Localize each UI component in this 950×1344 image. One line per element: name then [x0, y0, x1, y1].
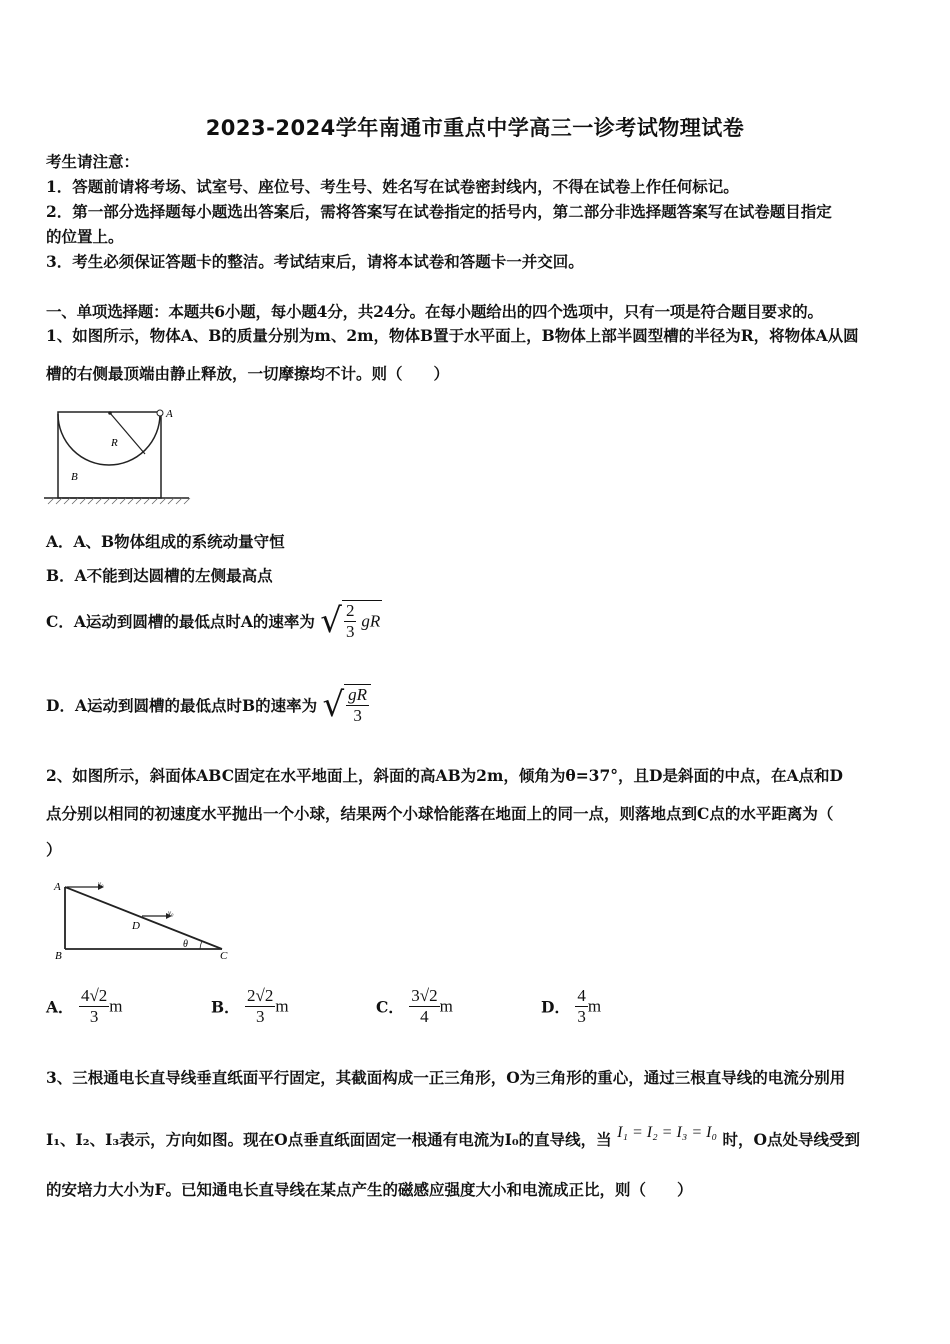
q2-option-a — [46, 986, 123, 1027]
section-heading: 一、单项选择题：本题共6小题，每小题4分，共24分。在每小题给出的四个选项中，只有一项是符合题目要求的。 — [46, 302, 823, 321]
option-label: C． — [376, 997, 404, 1017]
frac-denominator: 3 — [577, 1007, 586, 1026]
q1-option-c-text: C．A运动到圆槽的最低点时A的速率为 — [46, 612, 315, 631]
q3-stem-line3: 的安培力大小为F。已知通电长直导线在某点产生的磁感应强度大小和电流成正比，则（ ） — [46, 1180, 693, 1199]
frac-denominator: 3 — [89, 1007, 99, 1026]
unit: m — [587, 996, 602, 1016]
option-label: A． — [46, 997, 74, 1017]
notice-item-2-cont: 的位置上。 — [46, 227, 124, 246]
q2-option-d — [541, 986, 601, 1027]
sqrt-expression: √ $\frac{gR}{3}$ — [322, 684, 371, 726]
fig-label-v0: v₀ — [98, 880, 104, 888]
fig-label-a: A — [54, 881, 61, 893]
frac-denominator: 4 — [420, 1007, 429, 1026]
q3-stem-line2-start: I₁、I₂、I₃表示，方向如图。现在O点垂直纸面固定一根通有电流为I₀的直导线，当 — [46, 1130, 612, 1149]
q1-option-c — [46, 600, 382, 642]
q1-option-d — [46, 684, 371, 726]
sqrt-expression: √ $\frac{2}{3}$ gR — [320, 601, 381, 641]
gr-term: gR — [361, 611, 381, 631]
notice-item-1: 1．答题前请将考场、试室号、座位号、考生号、姓名写在试卷密封线内，不得在试卷上作任何标记。 — [46, 177, 739, 196]
fig-label-a: A — [166, 408, 173, 420]
angle-arc — [200, 941, 202, 949]
fig-label-v0: v₀ — [168, 909, 174, 917]
frac-numerator: 4 — [577, 986, 586, 1005]
page-title: 2023-2024学年南通市重点中学高三一诊考试物理试卷 — [205, 116, 745, 140]
unit: m — [275, 996, 289, 1016]
ground-hatch — [48, 498, 190, 504]
q2-figure — [52, 878, 237, 964]
ball-a — [157, 410, 163, 416]
unit: m — [109, 996, 123, 1016]
q3-stem-line2 — [46, 1124, 916, 1153]
equal-currents-equation: I₁ = I₂ = I₃ = I₀ — [617, 1124, 718, 1141]
unit: m — [439, 996, 453, 1016]
center-dot — [108, 411, 112, 415]
option-label: D． — [541, 997, 570, 1017]
q1-option-a: A．A、B物体组成的系统动量守恒 — [46, 532, 285, 551]
fig-label-b: B — [71, 471, 78, 483]
frac-numerator: 2√2 — [247, 986, 274, 1005]
semicircle-groove — [58, 414, 160, 465]
frac-denominator: 3 — [255, 1007, 265, 1026]
frac-numerator: 2 — [345, 601, 355, 620]
q2-option-c — [376, 986, 453, 1027]
fig-label-r: R — [111, 437, 118, 449]
q2-stem-line2: 点分别以相同的初速度水平抛出一个小球，结果两个小球恰能落在地面上的同一点，则落地点到C点的水平距离为（ — [46, 804, 834, 823]
trough-block — [58, 412, 161, 498]
frac-numerator: 3√2 — [411, 986, 438, 1005]
notice-item-2: 2．第一部分选择题每小题选出答案后，需将答案写在试卷指定的括号内，第二部分非选择题答案写在试卷题目指定 — [46, 202, 832, 221]
q1-option-d-text: D．A运动到圆槽的最低点时B的速率为 — [46, 696, 318, 715]
q1-stem-line2: 槽的右侧最顶端由静止释放，一切摩擦均不计。则（ ） — [46, 364, 450, 383]
q3-stem-line2-end: 时，O点处导线受到 — [722, 1130, 860, 1149]
q2-stem-line1: 2、如图所示，斜面体ABC固定在水平地面上，斜面的高AB为2m，倾角为θ=37°，且D是斜面的中点，在A点和D — [46, 766, 843, 785]
frac-denominator: 3 — [345, 622, 355, 641]
fig-label-b: B — [55, 950, 62, 962]
slope-ac — [65, 887, 222, 949]
q2-stem-line3: ） — [46, 840, 62, 859]
frac-numerator: gR — [348, 685, 368, 704]
fig-label-d: D — [132, 920, 140, 932]
fig-label-c: C — [220, 950, 228, 962]
option-label: B． — [211, 997, 240, 1017]
notice-heading: 考生请注意： — [46, 152, 140, 171]
q2-option-b — [211, 986, 289, 1027]
q3-stem-line1: 3、三根通电长直导线垂直纸面平行固定，其截面构成一正三角形，O为三角形的重心，通过三根直导线的电流分别用 — [46, 1068, 846, 1087]
fig-label-theta: θ — [183, 939, 188, 950]
q1-stem-line1: 1、如图所示，物体A、B的质量分别为m、2m，物体B置于水平面上，B物体上部半圆型槽的半径为R，将物体A从圆 — [46, 326, 859, 345]
frac-numerator: 4√2 — [80, 986, 108, 1005]
q1-option-b: B．A不能到达圆槽的左侧最高点 — [46, 566, 273, 585]
frac-denominator: 3 — [353, 706, 362, 725]
notice-item-3: 3．考生必须保证答题卡的整洁。考试结束后，请将本试卷和答题卡一并交回。 — [46, 252, 584, 271]
q1-figure — [44, 404, 194, 506]
